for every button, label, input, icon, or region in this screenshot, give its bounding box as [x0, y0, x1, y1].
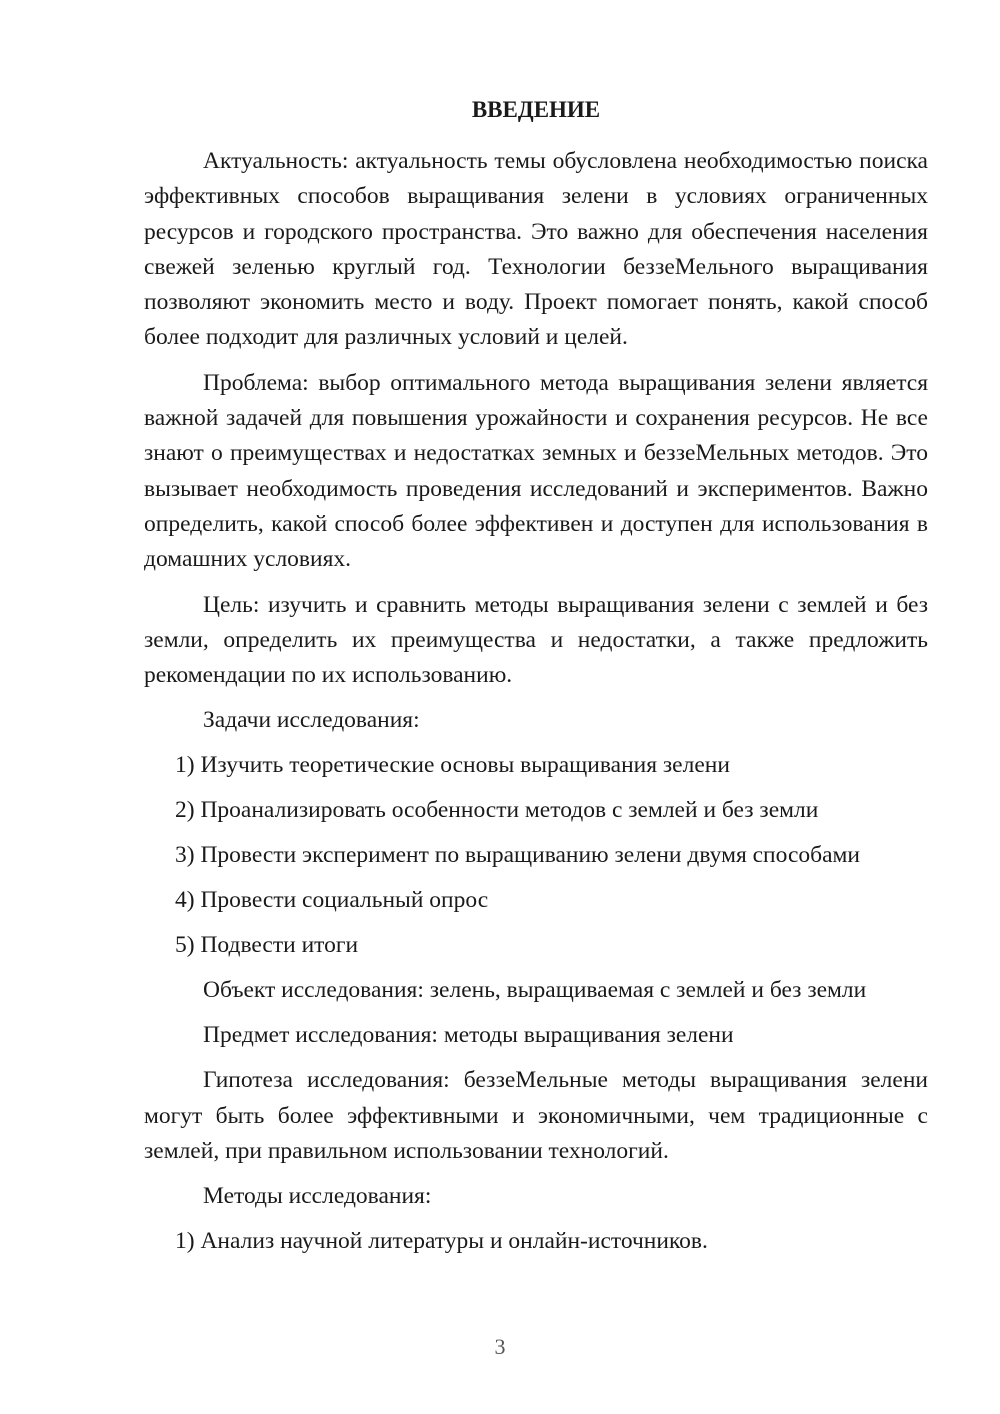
- method-item-1: 1) Анализ научной литературы и онлайн-источников.: [175, 1228, 708, 1255]
- goal-paragraph: Цель: изучить и сравнить методы выращивания зелени с землей и без земли, определить их преимущества и недостатки, а также предложить рекомендации по их использованию.: [144, 591, 928, 689]
- research-subject: Предмет исследования: методы выращивания зелени: [203, 1022, 734, 1049]
- tasks-heading: Задачи исследования:: [203, 707, 420, 734]
- task-item-2: 2) Проанализировать особенности методов с землей и без земли: [175, 797, 819, 824]
- task-item-4: 4) Провести социальный опрос: [175, 887, 489, 914]
- task-item-5: 5) Подвести итоги: [175, 932, 359, 959]
- problem-paragraph: Проблема: выбор оптимального метода выращивания зелени является важной задачей для повышения урожайности и сохранения ресурсов. Не все знают о преимуществах и недостатках земных и беззеMельных методов. Это вызывает необходимость проведения исследований и экспериментов. Важно определить, какой способ более эффективен и доступен для использования в домашних условиях.: [144, 369, 928, 573]
- relevance-paragraph: Актуальность: актуальность темы обусловлена необходимостью поиска эффективных способов выращивания зелени в условиях ограниченных ресурсов и городского пространства. Это важно для обеспечения населения свежей зеленью круглый год. Технологии беззеMельного выращивания позволяют экономить место и воду. Проект помогает понять, какой способ более подходит для различных условий и целей.: [144, 148, 928, 351]
- task-item-1: 1) Изучить теоретические основы выращивания зелени: [175, 752, 730, 779]
- page-number: 3: [494, 1334, 506, 1359]
- research-object: Объект исследования: зелень, выращиваемая с землей и без земли: [203, 977, 867, 1004]
- document-page: [144, 94, 928, 1269]
- section-title: ВВЕДЕНИЕ: [471, 97, 601, 122]
- methods-heading: Методы исследования:: [203, 1183, 432, 1210]
- task-item-3: 3) Провести эксперимент по выращиванию зелени двумя способами: [175, 842, 860, 869]
- hypothesis-paragraph: Гипотеза исследования: беззеMельные методы выращивания зелени могут быть более эффективными и экономичными, чем традиционные с землей, при правильном использовании технологий.: [144, 1067, 928, 1165]
